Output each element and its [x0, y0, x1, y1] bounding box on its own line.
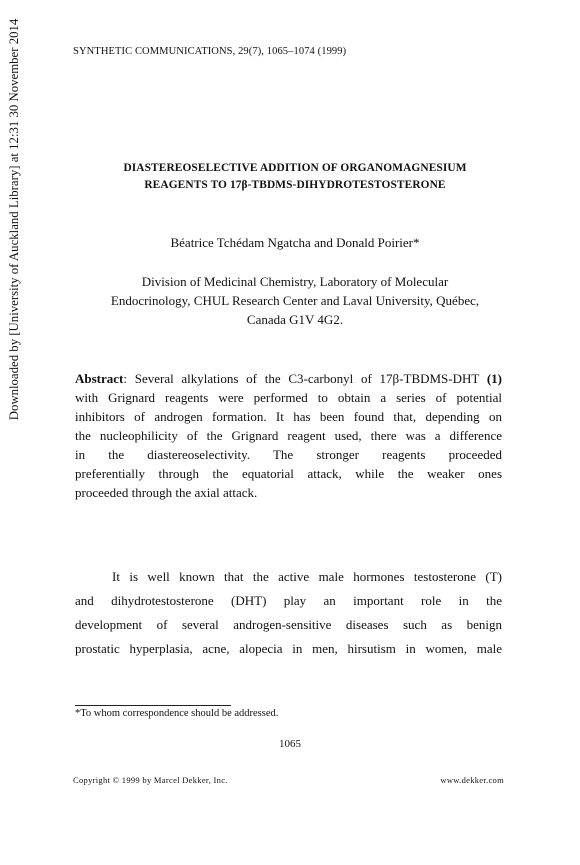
affiliation	[55, 272, 535, 329]
authors: Béatrice Tchédam Ngatcha and Donald Poirier*	[170, 235, 420, 250]
compound-ref: (1)	[486, 371, 502, 386]
page-number: 1065	[279, 738, 301, 750]
abstract-line: with Grignard reagents were performed to obtain a series of potential	[75, 390, 502, 405]
abstract-text: : Several alkylations of the C3-carbonyl of 17β-TBDMS-DHT	[123, 371, 487, 386]
abstract-label: Abstract	[75, 371, 124, 386]
body-line: It is well known that the active male hormones testosterone (T)	[112, 569, 502, 584]
affiliation-line: Division of Medicinal Chemistry, Laboratory of Molecular	[141, 274, 449, 289]
download-side-note: Downloaded by [University of Auckland Library] at 12:31 30 November 2014	[7, 18, 21, 421]
title-line: DIASTEREOSELECTIVE ADDITION OF ORGANOMAGNESIUM	[123, 162, 467, 174]
footnote: *To whom correspondence should be addressed.	[75, 708, 279, 719]
affiliation-line: Canada G1V 4G2.	[246, 312, 344, 327]
abstract-line: in the diastereoselectivity. The stronger reagents proceeded	[75, 447, 502, 462]
abstract	[75, 369, 502, 502]
title-line: REAGENTS TO 17β-TBDMS-DIHYDROTESTOSTERONE	[144, 179, 446, 191]
abstract-line: inhibitors of androgen formation. It has been found that, depending on	[75, 409, 502, 424]
body-line: development of several androgen-sensitive diseases such as benign	[75, 617, 502, 632]
footnote-rule	[75, 705, 231, 706]
abstract-line	[75, 369, 502, 388]
body-line: prostatic hyperplasia, acne, alopecia in men, hirsutism in women, male	[75, 641, 502, 656]
publisher-website: www.dekker.com	[440, 775, 504, 785]
body-text	[75, 565, 502, 661]
body-line: and dihydrotestosterone (DHT) play an important role in the	[75, 593, 502, 608]
abstract-line: preferentially through the equatorial attack, while the weaker ones	[75, 466, 502, 481]
journal-header: SYNTHETIC COMMUNICATIONS, 29(7), 1065–1074 (1999)	[73, 46, 347, 57]
abstract-line: the nucleophilicity of the Grignard reagent used, there was a difference	[75, 428, 502, 443]
article-title	[60, 160, 530, 194]
abstract-line: proceeded through the axial attack.	[75, 485, 258, 500]
affiliation-line: Endocrinology, CHUL Research Center and Laval University, Québec,	[110, 293, 480, 308]
copyright: Copyright © 1999 by Marcel Dekker, Inc.	[73, 775, 228, 785]
